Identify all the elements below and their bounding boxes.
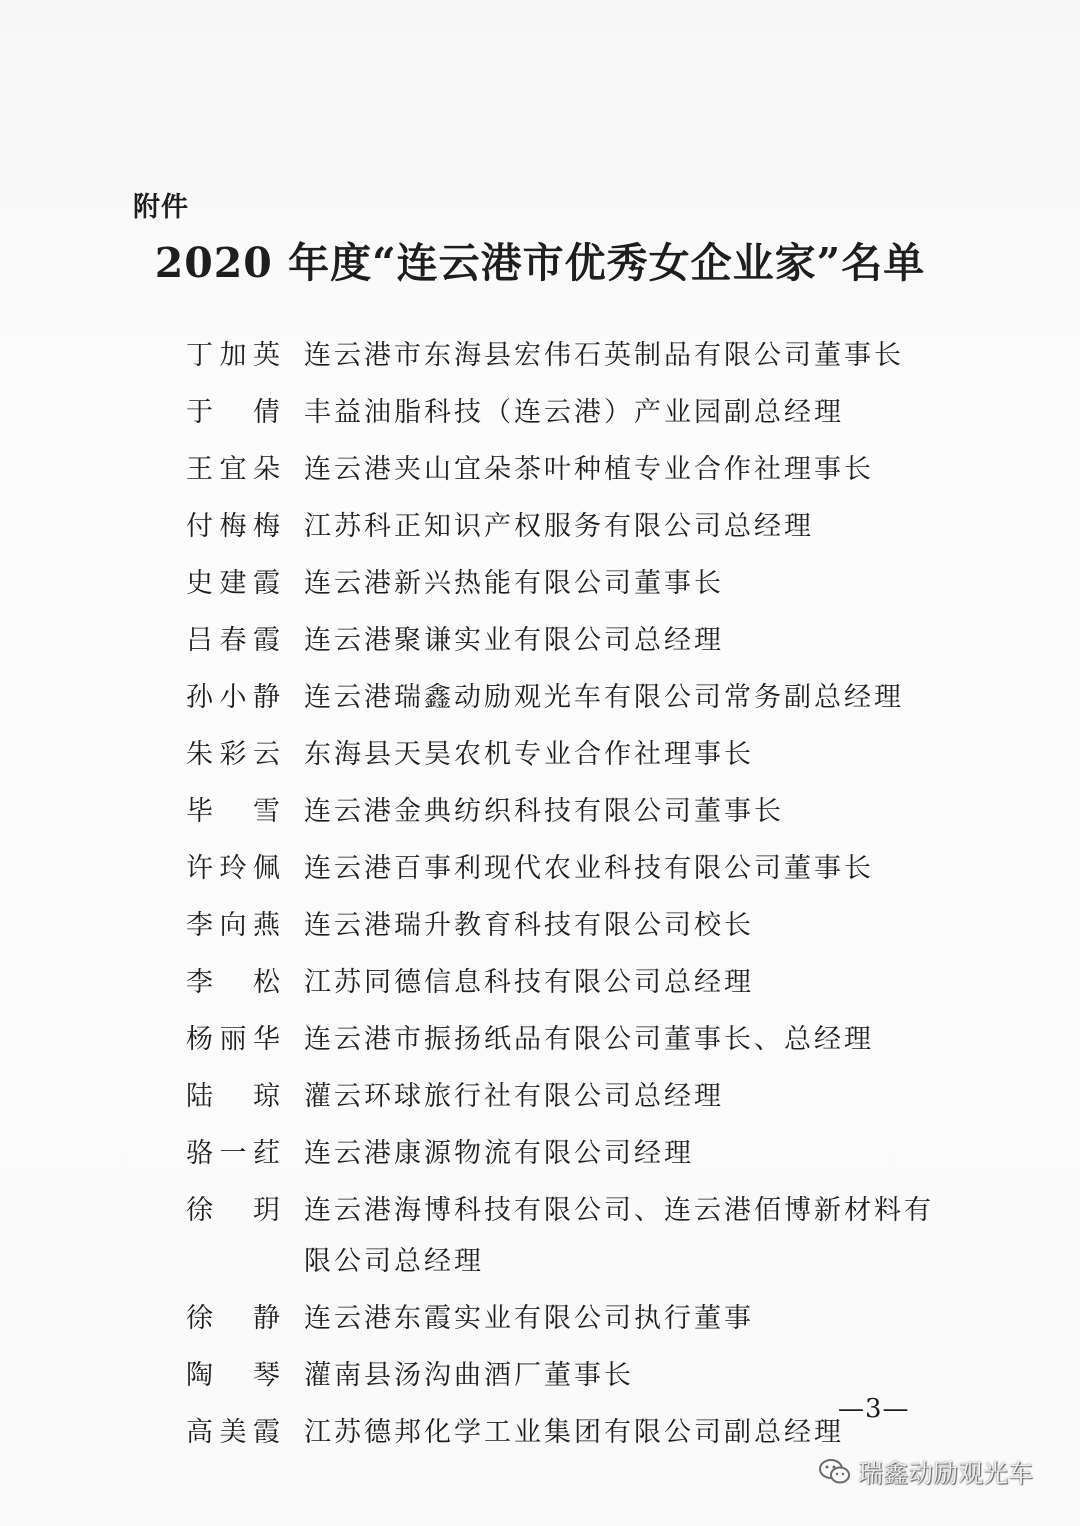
organization-title: 灌云环球旅行社有限公司总经理 — [304, 1081, 724, 1112]
organization-title: 连云港海博科技有限公司、连云港佰博新材料有限公司总经理 — [304, 1195, 934, 1277]
list-item — [186, 564, 946, 609]
person-name: 李 向 燕 — [186, 910, 280, 941]
list-item — [186, 735, 946, 780]
organization-title: 灌南县汤沟曲酒厂董事长 — [304, 1360, 634, 1391]
person-name: 于 倩 — [186, 397, 280, 428]
list-item — [186, 621, 946, 666]
person-name: 高 美 霞 — [186, 1417, 280, 1448]
person-name: 徐 玥 — [186, 1195, 280, 1226]
organization-title: 连云港市东海县宏伟石英制品有限公司董事长 — [304, 340, 904, 371]
person-name: 付 梅 梅 — [186, 511, 280, 542]
organization-title: 连云港瑞鑫动励观光车有限公司常务副总经理 — [304, 682, 904, 713]
watermark-text: 瑞鑫动励观光车 — [858, 1459, 1034, 1488]
organization-title: 江苏德邦化学工业集团有限公司副总经理 — [304, 1417, 844, 1448]
page-number: —3— — [838, 1394, 910, 1424]
person-name: 杨 丽 华 — [186, 1024, 280, 1055]
person-name: 吕 春 霞 — [186, 625, 280, 656]
organization-title: 连云港金典纺织科技有限公司董事长 — [304, 796, 784, 827]
list-item — [186, 678, 946, 723]
organization-title: 丰益油脂科技（连云港）产业园副总经理 — [304, 397, 844, 428]
organization-title: 连云港市振扬纸品有限公司董事长、总经理 — [304, 1024, 874, 1055]
person-name: 徐 静 — [186, 1303, 280, 1334]
person-name: 朱 彩 云 — [186, 739, 280, 770]
person-name: 陶 琴 — [186, 1360, 280, 1391]
person-name: 骆 一 荭 — [186, 1138, 280, 1169]
list-item — [186, 1413, 946, 1458]
attachment-label: 附件 — [133, 192, 189, 223]
wechat-watermark — [818, 1454, 1033, 1490]
list-item — [186, 393, 946, 438]
wechat-icon — [818, 1457, 852, 1487]
person-name: 丁 加 英 — [186, 340, 280, 371]
organization-title: 江苏科正知识产权服务有限公司总经理 — [304, 511, 814, 542]
organization-title: 连云港夹山宜朵茶叶种植专业合作社理事长 — [304, 454, 874, 485]
list-item — [186, 849, 946, 894]
person-name: 毕 雪 — [186, 796, 280, 827]
organization-title: 连云港百事利现代农业科技有限公司董事长 — [304, 853, 874, 884]
document-title: 2020 年度“连云港市优秀女企业家”名单 — [154, 239, 926, 287]
person-name: 孙 小 静 — [186, 682, 280, 713]
organization-title: 连云港东霞实业有限公司执行董事 — [304, 1303, 754, 1334]
person-name: 许 玲 佩 — [186, 853, 280, 884]
list-item — [186, 1020, 946, 1065]
list-item — [186, 336, 946, 381]
organization-title: 连云港瑞升教育科技有限公司校长 — [304, 910, 754, 941]
list-item — [186, 1356, 946, 1401]
list-item — [186, 450, 946, 495]
list-item — [186, 1134, 946, 1179]
organization-title: 连云港聚谦实业有限公司总经理 — [304, 625, 724, 656]
list-item — [186, 792, 946, 837]
organization-title: 江苏同德信息科技有限公司总经理 — [304, 967, 754, 998]
name-list — [186, 336, 946, 1470]
person-name: 史 建 霞 — [186, 568, 280, 599]
person-name: 陆 琼 — [186, 1081, 280, 1112]
list-item — [186, 1299, 946, 1344]
organization-title: 东海县天昊农机专业合作社理事长 — [304, 739, 754, 770]
list-item — [186, 963, 946, 1008]
organization-title: 连云港康源物流有限公司经理 — [304, 1138, 694, 1169]
person-name: 李 松 — [186, 967, 280, 998]
list-item — [186, 1077, 946, 1122]
person-name: 王 宜 朵 — [186, 454, 280, 485]
organization-title: 连云港新兴热能有限公司董事长 — [304, 568, 724, 599]
list-item — [186, 507, 946, 552]
list-item — [186, 1191, 946, 1287]
list-item — [186, 906, 946, 951]
